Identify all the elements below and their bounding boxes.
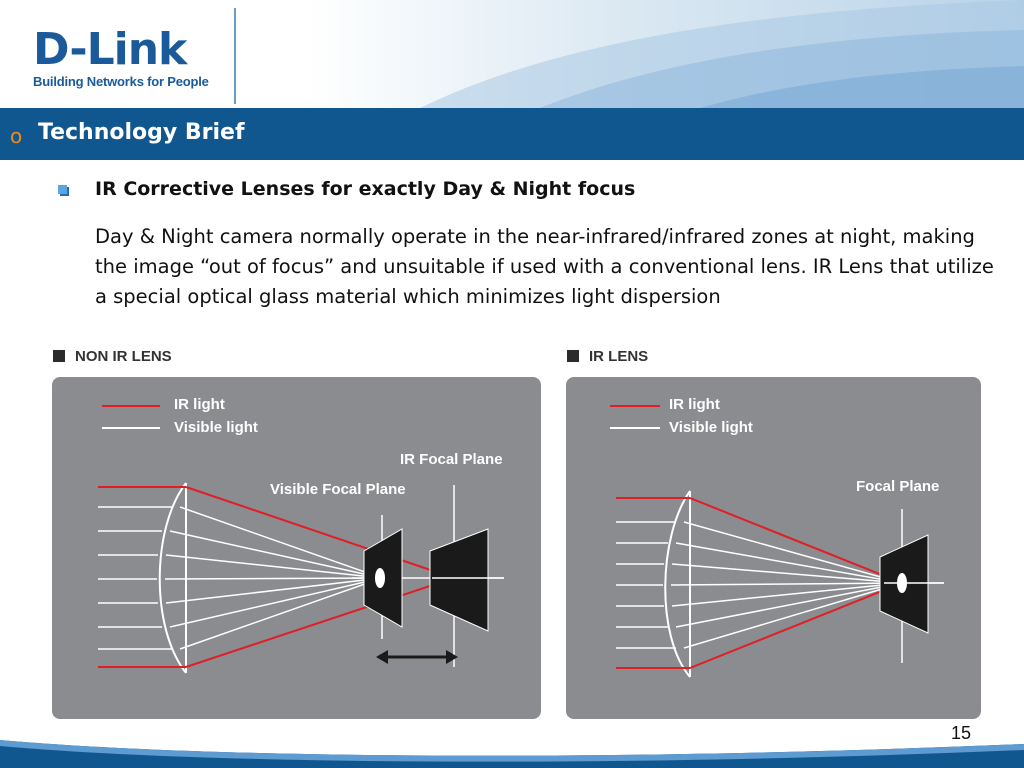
legend-ir-light: IR light [174, 396, 225, 413]
section-heading: IR Corrective Lenses for exactly Day & Night focus [95, 178, 636, 200]
ir-lens-optics-graphic [566, 377, 981, 719]
page-number: 15 [951, 723, 972, 743]
ir-lens-diagram [566, 377, 981, 719]
legend-visible-light: Visible light [669, 419, 753, 436]
bullet-checkbox-icon [58, 185, 67, 194]
non-ir-lens-label: NON IR LENS [53, 348, 172, 365]
logo-divider [234, 8, 236, 104]
logo-text: D-Link [33, 24, 187, 75]
non-ir-lens-optics-graphic [52, 377, 541, 719]
logo-tagline: Building Networks for People [33, 74, 209, 89]
section-body: Day & Night camera normally operate in the near-infrared/infrared zones at night, making the image “out of focus” and unsuitable if used with a conventional lens. IR Lens that utilize a special optical glass material which minimizes light dispersion [95, 225, 994, 308]
legend-ir-light: IR light [669, 396, 720, 413]
title-bar [0, 108, 1024, 160]
visible-focal-plane-label: Visible Focal Plane [270, 481, 406, 498]
dlink-logo [33, 24, 209, 89]
square-icon [53, 350, 65, 362]
title-bullet: o [10, 124, 23, 148]
legend-visible-light: Visible light [174, 419, 258, 436]
slide-title: Technology Brief [38, 120, 245, 145]
non-ir-lens-diagram [52, 377, 541, 719]
footer [0, 718, 1024, 768]
ir-focal-plane-label: IR Focal Plane [400, 451, 503, 468]
focal-plane-label: Focal Plane [856, 478, 940, 495]
square-icon [567, 350, 579, 362]
header [0, 0, 1024, 108]
footer-swoosh-graphic [0, 718, 1024, 768]
ir-lens-label: IR LENS [567, 348, 648, 365]
